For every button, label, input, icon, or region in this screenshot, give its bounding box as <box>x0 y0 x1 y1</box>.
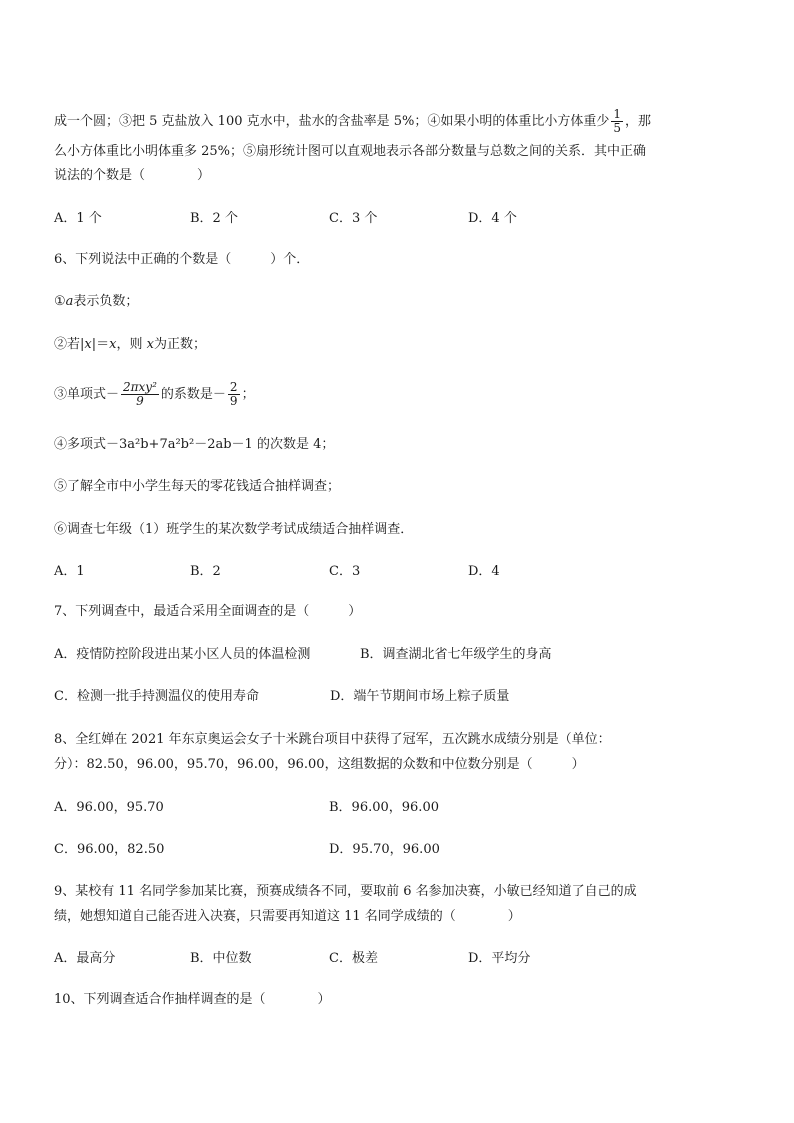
q5-line1-text: 成一个圆；③把 5 克盐放入 100 克水中，盐水的含盐率是 5%；④如果小明的体重比小方体重少 <box>54 114 610 129</box>
q6-item3-denominator2: 9 <box>229 394 238 408</box>
q6-option-c: C．3 <box>329 564 361 579</box>
q6-item3-a: ③单项式－ <box>54 387 120 402</box>
q6-item5: ⑤了解全市中小学生每天的零花钱适合抽样调查； <box>54 479 341 494</box>
q6-item2-d: 为正数； <box>153 337 206 352</box>
q5-fraction-denominator: 5 <box>613 121 622 135</box>
q9-option-d: D．平均分 <box>468 951 531 966</box>
q8-option-a: A．96.00，95.70 <box>54 800 164 815</box>
q6-item2 <box>54 336 206 354</box>
q6-item3-numerator: 2πxy² <box>123 380 157 394</box>
q6-stem: 6、下列说法中正确的个数是（ ）个． <box>54 252 310 267</box>
q6-item3-denominator: 9 <box>136 394 144 408</box>
q8-option-c: C．96.00，82.50 <box>54 842 165 857</box>
q5-line1-tail: ，那 <box>625 114 652 129</box>
q6-item6: ⑥调查七年级（1）班学生的某次数学考试成绩适合抽样调查． <box>54 522 414 537</box>
q6-option-d: D．4 <box>468 564 500 579</box>
q6-item3-c: ； <box>241 387 255 402</box>
q10-stem: 10、下列调查适合作抽样调查的是（ ） <box>54 992 331 1007</box>
q5-option-d: D．4 个 <box>468 211 517 226</box>
q6-item1-var: a <box>65 294 74 309</box>
q6-item3-fraction <box>121 381 159 408</box>
q5-line3: 说法的个数是（ ） <box>54 168 211 183</box>
q6-item2-b: |＝ <box>91 337 110 352</box>
q6-item1-text: 表示负数； <box>73 294 139 309</box>
q5-line2: 么小方体重比小明体重多 25%；⑤扇形统计图可以直观地表示各部分数量与总数之间的关系．其中正确 <box>54 144 647 159</box>
q5-option-a: A．1 个 <box>54 211 102 226</box>
q5-line1 <box>54 108 651 135</box>
q8-option-b: B．96.00，96.00 <box>329 800 439 815</box>
q9-option-b: B．中位数 <box>190 951 252 966</box>
q6-item3-b: 的系数是－ <box>160 387 226 402</box>
q5-option-b: B．2 个 <box>190 211 238 226</box>
q5-fraction-numerator: 1 <box>613 107 622 121</box>
q6-item3 <box>54 380 255 410</box>
q9-line1: 9、某校有 11 名同学参加某比赛，预赛成绩各不同，要取前 6 名参加决赛，小敏已经知道了自己的成 <box>54 884 637 899</box>
q6-item2-a: ②若| <box>54 337 85 352</box>
q5-fraction <box>611 108 623 135</box>
q6-item4: ④多项式－3a²b+7a²b²－2ab－1 的次数是 4； <box>54 437 335 452</box>
q6-item1-mark: ① <box>54 294 66 309</box>
q7-option-c: C．检测一批手持测温仪的使用寿命 <box>54 689 259 704</box>
q9-option-a: A．最高分 <box>54 951 116 966</box>
q7-option-d: D．端午节期间市场上粽子质量 <box>330 689 510 704</box>
q6-item3-numerator2: 2 <box>229 380 238 394</box>
q6-item2-var2: x <box>109 337 117 352</box>
q6-option-b: B．2 <box>190 564 221 579</box>
q8-line2: 分）：82.50，96.00，95.70，96.00，96.00，这组数据的众数和中位数分别是（ ） <box>54 757 585 772</box>
q6-item3-fraction2 <box>228 381 240 408</box>
q6-option-a: A．1 <box>54 564 85 579</box>
q7-stem: 7、下列调查中，最适合采用全面调查的是（ ） <box>54 604 362 619</box>
q5-option-c: C．3 个 <box>329 211 378 226</box>
q8-option-d: D．95.70，96.00 <box>329 842 440 857</box>
q6-item1 <box>54 293 138 311</box>
q6-item2-var3: x <box>146 337 154 352</box>
q8-line1: 8、全红婵在 2021 年东京奥运会女子十米跳台项目中获得了冠军，五次跳水成绩分别是（单位： <box>54 732 611 747</box>
q9-option-c: C．极差 <box>329 951 378 966</box>
q6-item2-c: ，则 <box>116 337 143 352</box>
q7-option-b: B．调查湖北省七年级学生的身高 <box>360 647 552 662</box>
q9-line2: 绩，她想知道自己能否进入决赛，只需要再知道这 11 名同学成绩的（ ） <box>54 909 521 924</box>
q7-option-a: A．疫情防控阶段进出某小区人员的体温检测 <box>54 647 311 662</box>
q6-item2-var1: x <box>84 337 92 352</box>
